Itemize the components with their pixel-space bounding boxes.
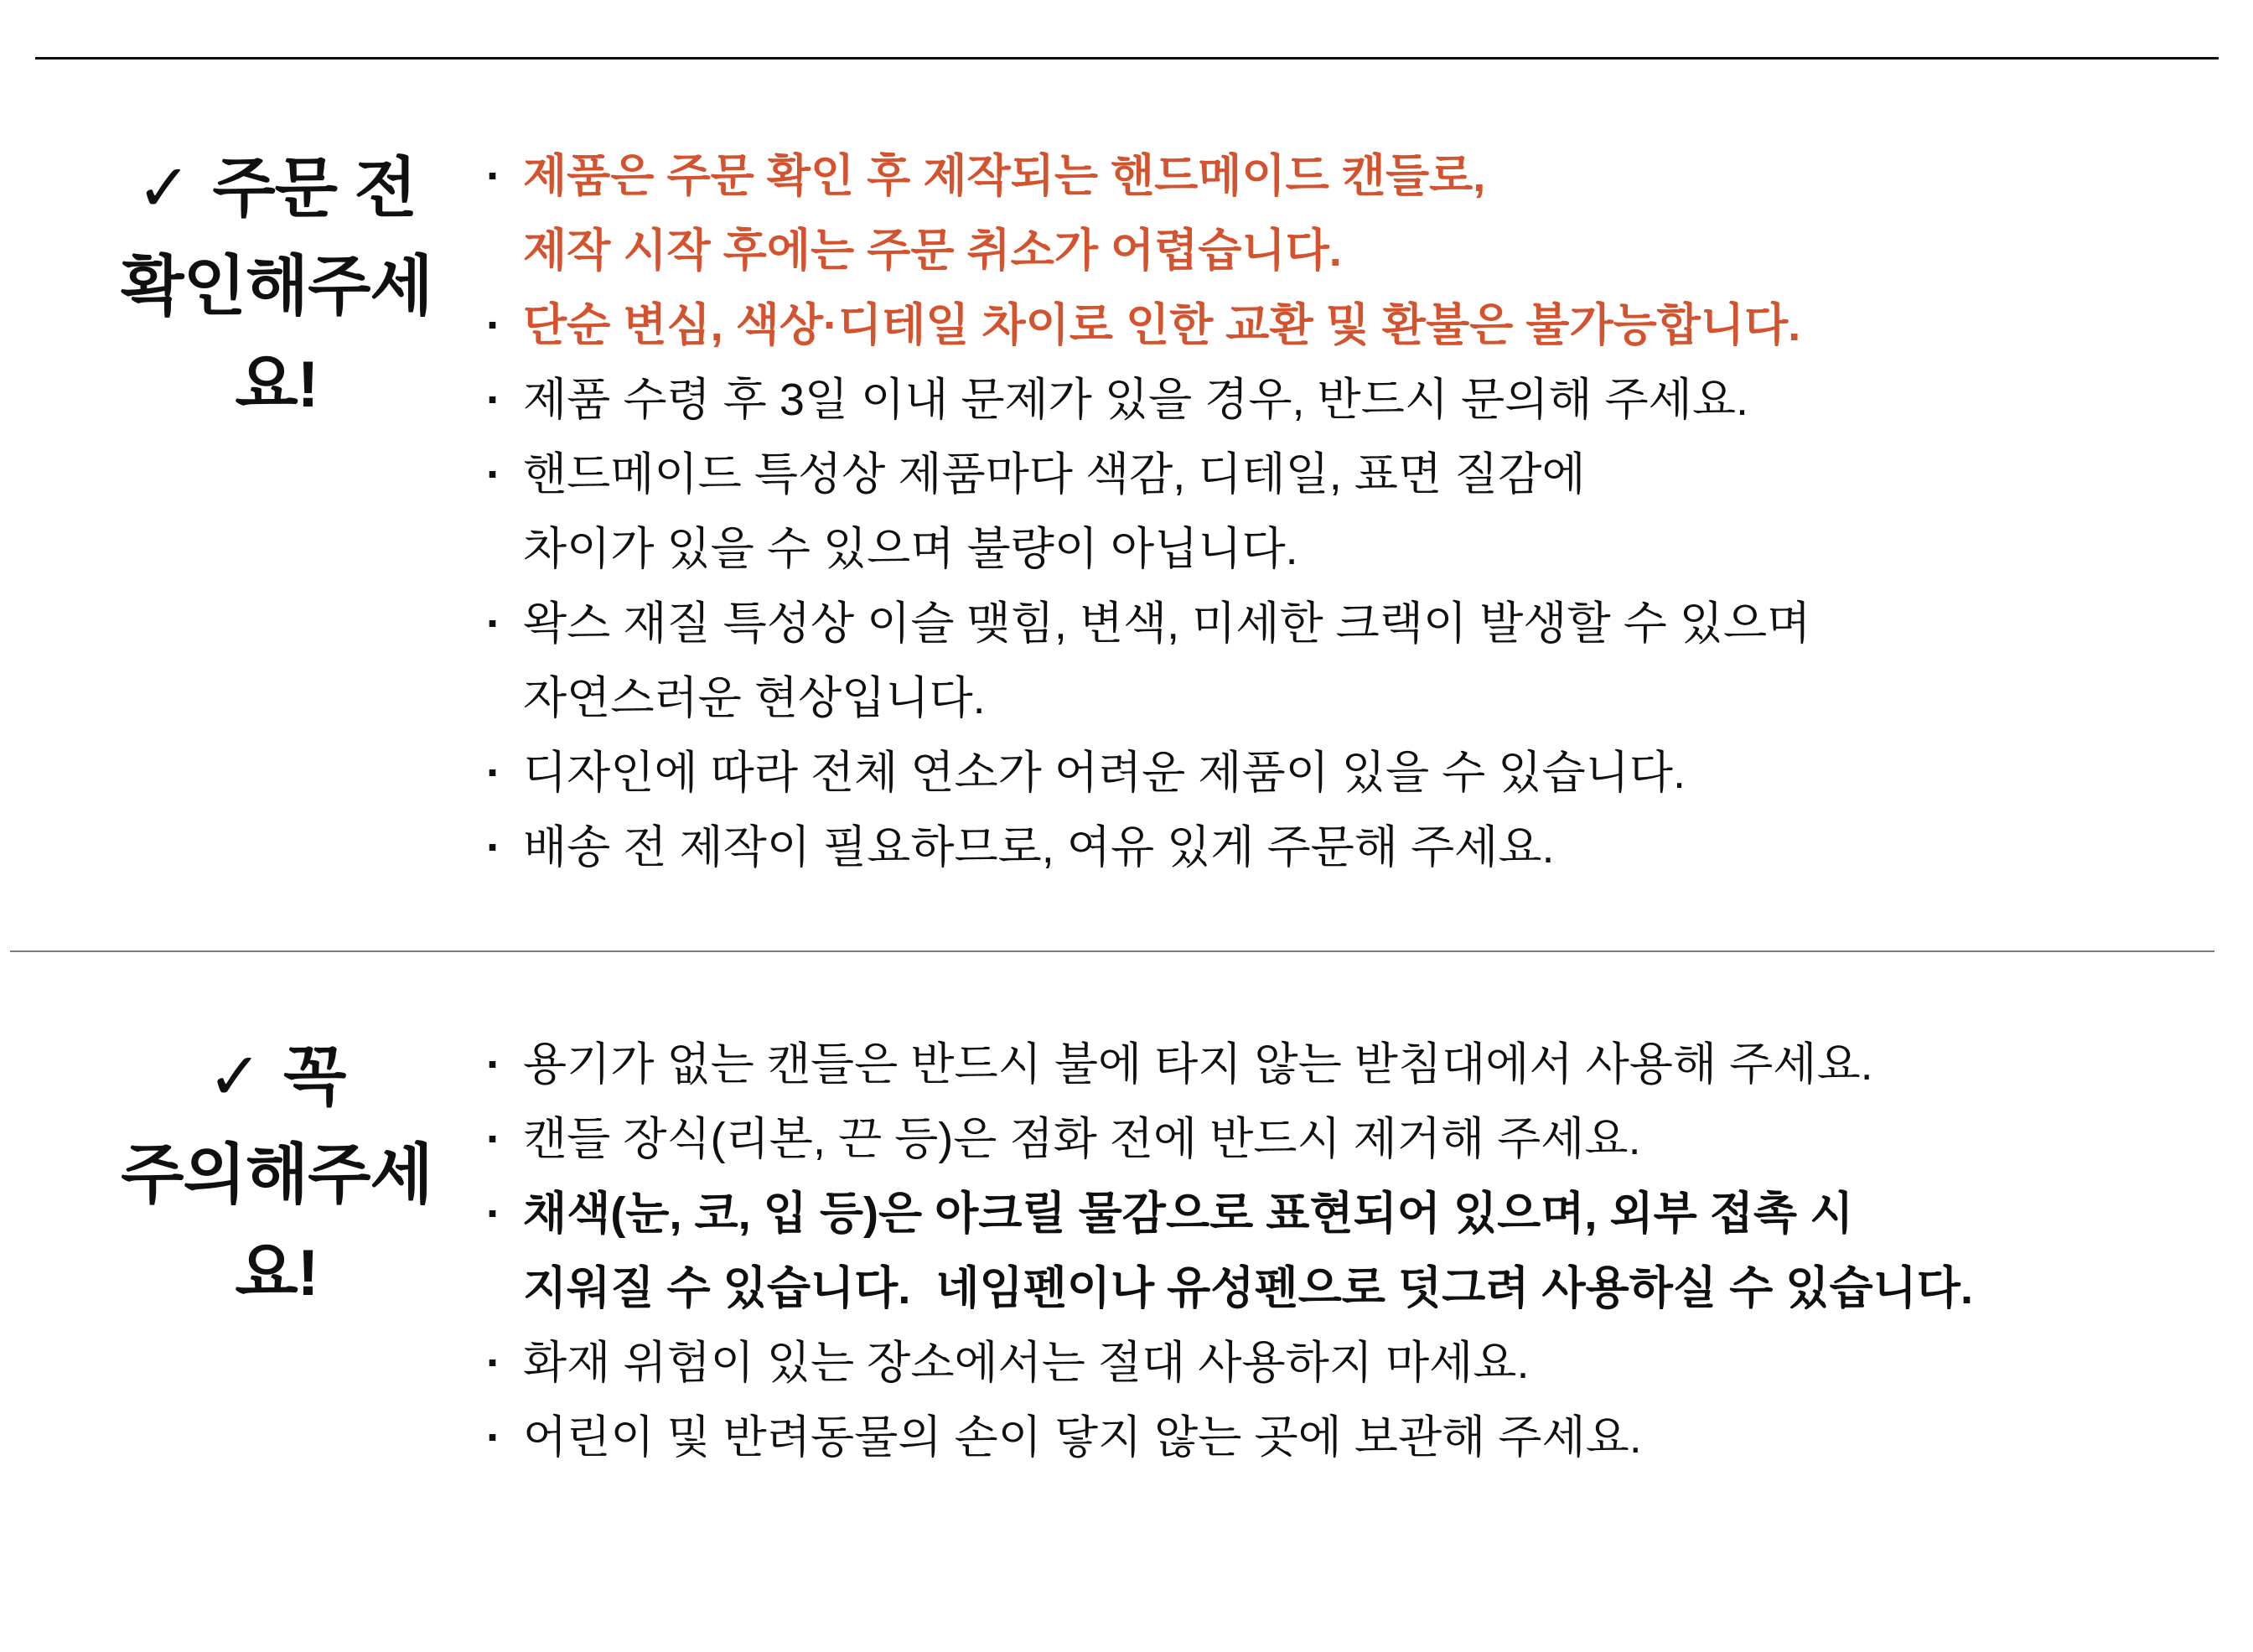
section-title-line2: 주의해주세요! — [121, 1137, 432, 1309]
notice-item — [486, 1177, 2203, 1251]
section-caution — [0, 1028, 2253, 1475]
notice-item-text: 단순 변심, 색상·디테일 차이로 인한 교환 및 환불은 불가능합니다. — [523, 300, 1801, 350]
notice-item-text: 제품은 주문 확인 후 제작되는 핸드메이드 캔들로, — [523, 151, 1486, 201]
notice-item-text: 화재 위험이 있는 장소에서는 절대 사용하지 마세요. — [523, 1338, 1530, 1388]
section-order-check — [0, 139, 2253, 885]
notice-item — [486, 1102, 2203, 1177]
notice-item — [486, 288, 2203, 363]
notice-item-text: 디자인에 따라 전체 연소가 어려운 제품이 있을 수 있습니다. — [523, 748, 1686, 798]
bullet-dot: · — [486, 1189, 501, 1239]
notice-item-text: 지워질 수 있습니다. 네임펜이나 유성펜으로 덧그려 사용하실 수 있습니다. — [523, 1263, 1973, 1313]
notice-item — [486, 1326, 2203, 1401]
notice-item-text: 제품 수령 후 3일 이내 문제가 있을 경우, 반드시 문의해 주세요. — [523, 375, 1749, 425]
notice-list-caution — [469, 1028, 2253, 1475]
section-caution-title — [0, 1028, 469, 1322]
notice-item — [486, 512, 2203, 587]
notice-item-text: 왁스 재질 특성상 이슬 맺힘, 변색, 미세한 크랙이 발생할 수 있으며 — [523, 598, 1811, 649]
notice-item-text: 채색(눈, 코, 입 등)은 아크릴 물감으로 표현되어 있으며, 외부 접촉 시 — [523, 1189, 1854, 1239]
bullet-dot: · — [486, 449, 501, 500]
section-title-text: 꼭 — [283, 1039, 346, 1113]
bullet-dot: · — [486, 300, 501, 350]
bullet-dot: · — [486, 1039, 501, 1090]
bullet-dot: · — [486, 375, 501, 425]
notice-item — [486, 736, 2203, 810]
notice-item-text: 제작 시작 후에는 주문 취소가 어렵습니다. — [523, 225, 1342, 276]
notice-item — [486, 139, 2203, 214]
check-icon: ✓ — [136, 151, 191, 225]
notice-item-text: 차이가 있을 수 있으며 불량이 아닙니다. — [523, 524, 1298, 574]
notice-list-order-check — [469, 139, 2253, 885]
bullet-dot: · — [486, 1338, 501, 1388]
notice-item-text: 자연스러운 현상입니다. — [523, 673, 986, 723]
notice-item — [486, 810, 2203, 885]
notice-item — [486, 587, 2203, 661]
notice-item — [486, 214, 2203, 288]
middle-divider-line — [10, 950, 2214, 952]
check-icon: ✓ — [207, 1039, 262, 1113]
notice-item — [486, 1251, 2203, 1326]
bullet-dot: · — [486, 598, 501, 649]
notice-item-text: 용기가 없는 캔들은 반드시 불에 타지 않는 받침대에서 사용해 주세요. — [523, 1039, 1873, 1090]
section-title-line1 — [84, 1028, 469, 1126]
bullet-dot: · — [486, 822, 501, 873]
section-order-check-title — [0, 139, 469, 433]
notice-item — [486, 438, 2203, 512]
notice-item — [486, 1028, 2203, 1102]
notice-item-text: 핸드메이드 특성상 제품마다 색감, 디테일, 표면 질감에 — [523, 449, 1586, 500]
bullet-dot: · — [486, 1412, 501, 1463]
notice-item-text: 배송 전 제작이 필요하므로, 여유 있게 주문해 주세요. — [523, 822, 1555, 873]
notice-item-text: 어린이 및 반려동물의 손이 닿지 않는 곳에 보관해 주세요. — [523, 1412, 1642, 1463]
notice-item-text: 캔들 장식(리본, 끈 등)은 점화 전에 반드시 제거해 주세요. — [523, 1114, 1641, 1164]
notice-item — [486, 363, 2203, 438]
bullet-dot: · — [486, 1114, 501, 1164]
notice-item — [486, 661, 2203, 736]
section-title-text: 주문 전 — [212, 151, 417, 225]
bullet-dot: · — [486, 748, 501, 798]
bullet-dot: · — [486, 151, 501, 201]
section-title-line2: 확인해주세요! — [121, 249, 432, 421]
notice-item — [486, 1401, 2203, 1475]
section-title-line1 — [84, 139, 469, 237]
top-divider-line — [35, 57, 2219, 60]
